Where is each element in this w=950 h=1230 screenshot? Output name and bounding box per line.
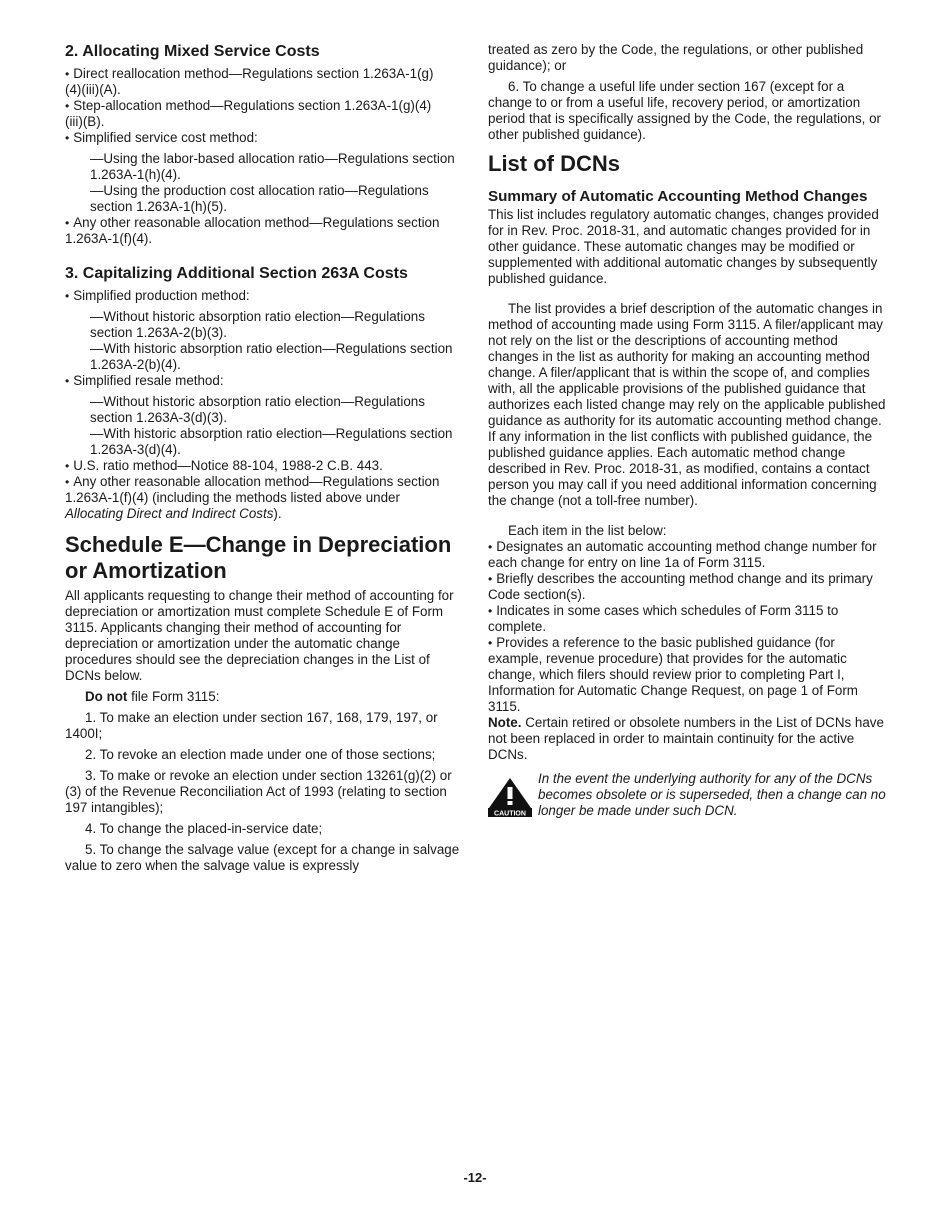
schedule-e-paragraph: All applicants requesting to change their method of accounting for depreciation or amortization must complete Schedule E of Form 3115. Applicants changing their method of accounting for depreciation or amortization under the automatic change procedures should see the depreciation changes in the List of DCNs below. xyxy=(65,588,454,683)
heading-schedule-e: Schedule E—Change in Depreciation or Amortization xyxy=(65,532,452,583)
italic-reference: Allocating Direct and Indirect Costs xyxy=(65,506,274,521)
list-item-continuation: 1.263A-1(f)(4) (including the methods listed above under Allocating Direct and Indirect Costs). xyxy=(65,490,400,521)
summary-paragraph: This list includes regulatory automatic changes, changes provided for in Rev. Proc. 2018-31, and automatic changes provided for in other guidance. These automatic changes may be modified or supplemented with additional automatic changes by subsequently published guidance. xyxy=(488,207,879,286)
heading-allocating-mixed-service-costs: 2. Allocating Mixed Service Costs xyxy=(65,43,320,60)
list-item: • Simplified production method: xyxy=(65,288,250,303)
list-item-continuation: (4)(iii)(A). xyxy=(65,82,121,97)
list-item: • Provides a reference to the basic published guidance (for example, revenue procedure) that provides for the automatic change, which filers should review prior to completing Part I, Information for Automatic Change Request, on page 1 of Form 3115. xyxy=(488,635,858,714)
each-item-intro: Each item in the list below: xyxy=(508,523,667,538)
list-item: • Any other reasonable allocation method—Regulations section xyxy=(65,215,440,230)
list-item: • Designates an automatic accounting method change number for each change for entry on line 1a of Form 3115. xyxy=(488,539,877,570)
list-paragraph: The list provides a brief description of the automatic changes in method of accounting made using Form 3115. A filer/applicant may not rely on the list or the descriptions of accounting method changes in the list as authority for making an accounting method change. A filer/applicant that is within the scope of, and complies with, all the applicable provisions of the published guidance that authorizes each listed change may rely on the applicable published guidance as authority for its automatic accounting method change. If any information in the list conflicts with published guidance, the published guidance applies. Each automatic method change described in Rev. Proc. 2018-31, as modified, contains a contact person you may call if you need additional information concerning the change (not a toll-free number). xyxy=(488,301,886,508)
continued-text: treated as zero by the Code, the regulations, or other published guidance); or xyxy=(488,42,864,73)
caution-box xyxy=(488,771,886,819)
heading-summary: Summary of Automatic Accounting Method Changes xyxy=(488,188,868,205)
sub-list-item: —With historic absorption ratio election—Regulations section 1.263A-3(d)(4). xyxy=(90,426,453,457)
page-number: -12- xyxy=(463,1170,487,1185)
heading-capitalizing-costs: 3. Capitalizing Additional Section 263A Costs xyxy=(65,265,408,282)
numbered-item: 4. To change the placed-in-service date; xyxy=(85,821,323,836)
sub-list-item: —Using the production cost allocation ratio—Regulations section 1.263A-1(h)(5). xyxy=(90,183,429,214)
list-item: • Any other reasonable allocation method—Regulations section xyxy=(65,474,440,489)
caution-label: CAUTION xyxy=(494,810,526,817)
list-item: • Simplified resale method: xyxy=(65,373,224,388)
list-item: • U.S. ratio method—Notice 88-104, 1988-2 C.B. 443. xyxy=(65,458,383,473)
sub-list-item: —Without historic absorption ratio election—Regulations section 1.263A-3(d)(3). xyxy=(90,394,425,425)
numbered-item: 6. To change a useful life under section 167 (except for a change to or from a useful life, recovery period, or amortization period that is specifically assigned by the Code, the regulations, or other published guidance). xyxy=(488,79,882,142)
list-item: • Direct reallocation method—Regulations section 1.263A-1(g) xyxy=(65,66,434,81)
right-column xyxy=(488,42,886,819)
caution-text: In the event the underlying authority for any of the DCNs becomes obsolete or is superseded, then a change can no longer be made under such DCN. xyxy=(538,771,886,818)
caution-icon xyxy=(488,777,532,817)
list-item: • Briefly describes the accounting method change and its primary Code section(s). xyxy=(488,571,873,602)
left-column xyxy=(65,42,465,874)
list-item: • Indicates in some cases which schedules of Form 3115 to complete. xyxy=(488,603,839,634)
numbered-item: 1. To make an election under section 167, 168, 179, 197, or 1400I; xyxy=(65,710,438,741)
numbered-item: 2. To revoke an election made under one of those sections; xyxy=(85,747,436,762)
list-item: • Step-allocation method—Regulations section 1.263A-1(g)(4) xyxy=(65,98,432,113)
heading-list-of-dcns: List of DCNs xyxy=(488,151,620,176)
numbered-item: 3. To make or revoke an election under section 13261(g)(2) or (3) of the Revenue Reconciliation Act of 1993 (relating to section 197 intangibles); xyxy=(65,768,452,815)
do-not-file-line: Do not file Form 3115: xyxy=(85,689,220,704)
note: Note. Certain retired or obsolete numbers in the List of DCNs have not been replaced in order to maintain continuity for the active DCNs. xyxy=(488,715,884,762)
list-item-continuation: (iii)(B). xyxy=(65,114,105,129)
list-item: • Simplified service cost method: xyxy=(65,130,258,145)
sub-list-item: —With historic absorption ratio election—Regulations section 1.263A-2(b)(4). xyxy=(90,341,453,372)
numbered-item: 5. To change the salvage value (except for a change in salvage value to zero when the salvage value is expressly xyxy=(65,842,460,873)
sub-list-item: —Without historic absorption ratio election—Regulations section 1.263A-2(b)(3). xyxy=(90,309,425,340)
sub-list-item: —Using the labor-based allocation ratio—Regulations section 1.263A-1(h)(4). xyxy=(90,151,455,182)
list-item-continuation: 1.263A-1(f)(4). xyxy=(65,231,153,246)
